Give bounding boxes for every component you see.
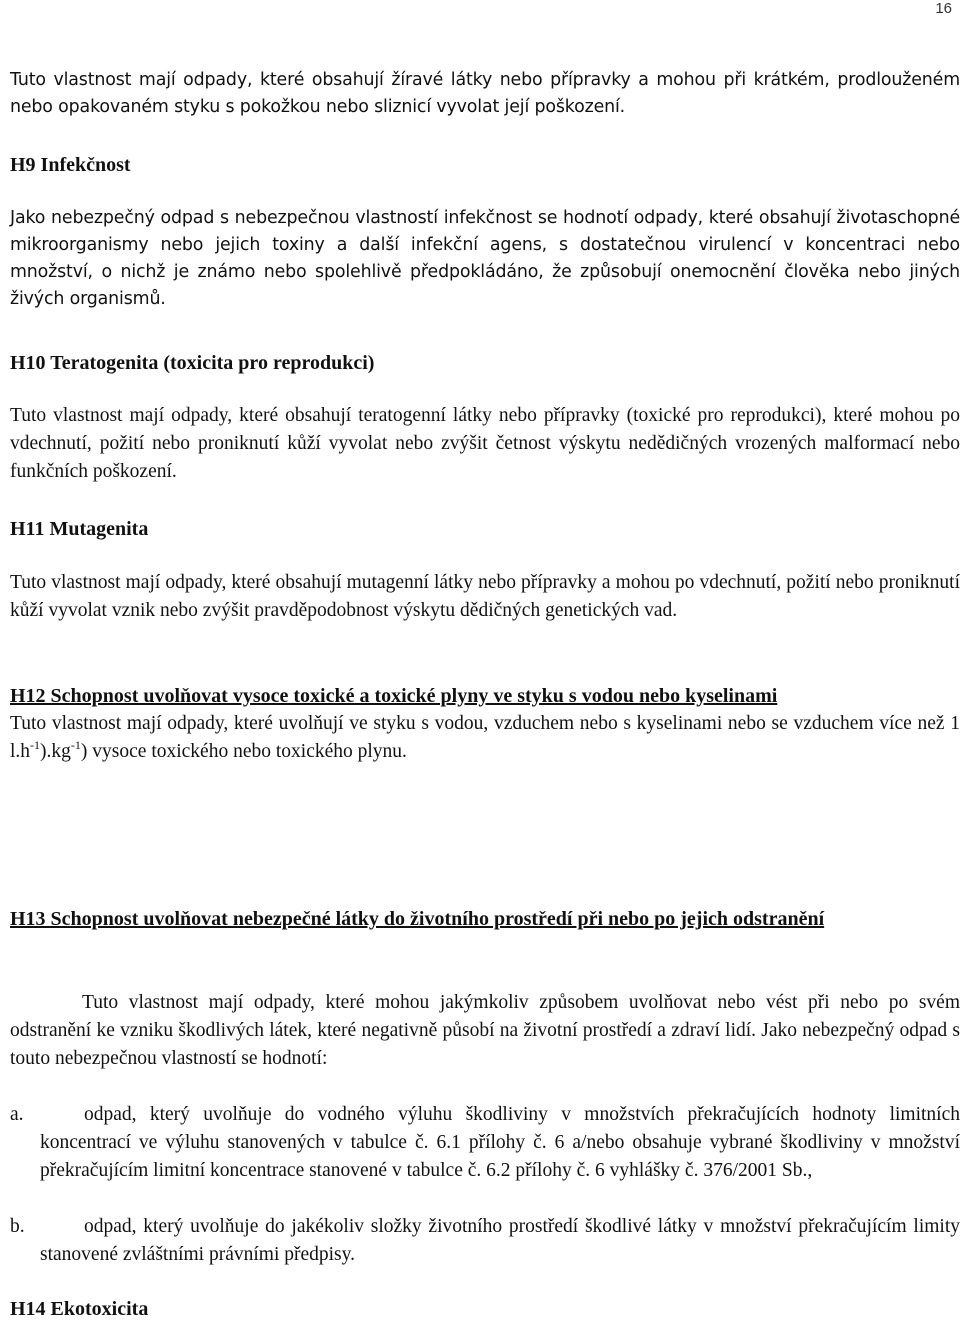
list-marker-b: b. (10, 1216, 25, 1237)
h12-text-part1: Tuto vlastnost mají odpady, které uvolňují ve styku s vodou, vzduchem nebo s kyselinami nebo se vzduchem více než 1 l.h (10, 713, 960, 762)
h12-text-part3: ) vysoce toxického nebo toxického plynu. (80, 741, 407, 762)
h12-paragraph (10, 710, 960, 766)
list-marker-a: a. (10, 1104, 24, 1125)
h12-superscript-2: -1 (70, 738, 81, 752)
list-item-a (10, 1101, 960, 1185)
intro-paragraph: Tuto vlastnost mají odpady, které obsahují žíravé látky nebo přípravky a mohou při krátkém, prodlouženém nebo opakovaném styku s pokožkou nebo sliznicí vyvolat její poškození. (10, 70, 960, 117)
heading-h11: H11 Mutagenita (10, 518, 149, 540)
heading-h10: H10 Teratogenita (toxicita pro reprodukci) (10, 352, 375, 374)
list-item-a-text: odpad, který uvolňuje do vodného výluhu škodliviny v množstvích překračujících hodnoty limitních koncentrací ve výluhu stanovených v tabulce č. 6.1 přílohy č. 6 a/nebo obsahuje vybrané škodliviny v množství překračujícím limitní koncentrace stanovené v tabulce č. 6.2 přílohy č. 6 vyhlášky č. 376/2001 Sb., (40, 1104, 960, 1181)
list-item-b (10, 1213, 960, 1269)
h13-paragraph: Tuto vlastnost mají odpady, které mohou jakýmkoliv způsobem uvolňovat nebo vést při nebo po svém odstranění ke vzniku škodlivých látek, které negativně působí na životní prostředí a zdraví lidí. Jako nebezpečný odpad s touto nebezpečnou vlastností se hodnotí: (10, 992, 960, 1069)
list-item-b-text: odpad, který uvolňuje do jakékoliv složky životního prostředí škodlivé látky v množství překračujícím limity stanovené zvláštními právními předpisy. (40, 1216, 960, 1265)
heading-h14: H14 Ekotoxicita (10, 1298, 149, 1320)
h10-paragraph: Tuto vlastnost mají odpady, které obsahují teratogenní látky nebo přípravky (toxické pro reprodukci), které mohou po vdechnutí, požití nebo proniknutí kůží vyvolat nebo zvýšit četnost výskytu nedědičných vrozených malformací nebo funkčních poškození. (10, 405, 960, 482)
heading-h12: H12 Schopnost uvolňovat vysoce toxické a toxické plyny ve styku s vodou nebo kyselinami (10, 685, 778, 707)
h12-text-part2: ).kg (40, 741, 71, 762)
h11-paragraph: Tuto vlastnost mají odpady, které obsahují mutagenní látky nebo přípravky a mohou po vdechnutí, požití nebo proniknutí kůží vyvolat vznik nebo zvýšit pravděpodobnost výskytu dědičných genetických vad. (10, 572, 960, 621)
page-number: 16 (935, 0, 952, 17)
h12-superscript-1: -1 (30, 738, 41, 752)
heading-h13: H13 Schopnost uvolňovat nebezpečné látky do životního prostředí při nebo po jejich odstranění (10, 908, 825, 930)
heading-h9: H9 Infekčnost (10, 154, 131, 176)
h9-paragraph: Jako nebezpečný odpad s nebezpečnou vlastností infekčnost se hodnotí odpady, které obsahují životaschopné mikroorganismy nebo jejich toxiny a další infekční agens, s dostatečnou virulencí v koncentraci nebo množství, o nichž je známo nebo spolehlivě předpokládáno, že způsobují onemocnění člověka nebo jiných živých organismů. (10, 208, 960, 309)
